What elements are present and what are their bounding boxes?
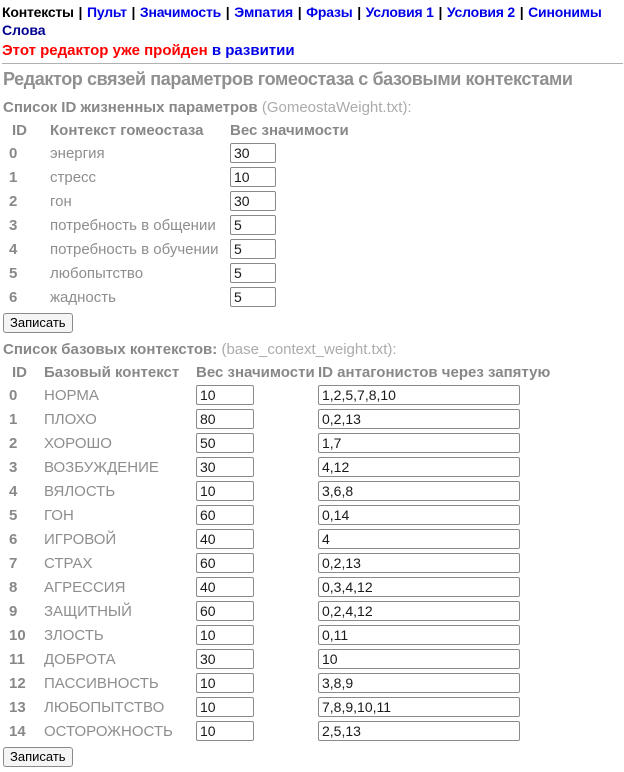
weight-input[interactable] [230,143,276,163]
row-context: ВОЗБУЖДЕНИЕ [44,458,159,476]
table-row [2,261,349,285]
antagonists-input[interactable] [318,673,520,693]
row-context: ХОРОШО [44,434,112,452]
nav-row-1 [2,3,624,21]
antagonists-input[interactable] [318,625,520,645]
page-title: Редактор связей параметров гомеостаза с базовыми контекстами [3,69,573,89]
table-row [2,237,349,261]
row-context: АГРЕССИЯ [44,578,126,596]
nav-item-contexts: Контексты [2,4,74,20]
section2-title: Список базовых контекстов: [3,341,218,358]
antagonists-input[interactable] [318,577,520,597]
weight-input[interactable] [196,433,254,453]
nav-link-pult[interactable]: Пульт [86,4,127,20]
nav-row-2 [2,21,624,39]
row-id: 4 [9,240,18,258]
table-row [2,551,550,575]
row-context: ЗЛОСТЬ [44,626,104,644]
weight-input[interactable] [196,649,254,669]
nav-separator: | [78,4,83,20]
weight-input[interactable] [196,553,254,573]
table-row [2,623,550,647]
row-id: 1 [9,410,18,428]
antagonists-input[interactable] [318,697,520,717]
row-id: 4 [9,482,18,500]
nav-link-empatiya[interactable]: Эмпатия [234,4,293,20]
nav-separator: | [225,4,230,20]
table-row [2,671,550,695]
row-id: 0 [9,386,18,404]
table-row [2,407,550,431]
nav-separator: | [357,4,361,20]
save-button-contexts[interactable]: Записать [3,747,73,767]
row-id: 10 [9,626,26,644]
row-context: ПЛОХО [44,410,97,428]
nav-link-sinonimy[interactable]: Синонимы [528,4,602,20]
table-row [2,455,550,479]
row-id: 5 [9,264,18,282]
row-id: 1 [9,168,18,186]
antagonists-input[interactable] [318,385,520,405]
status-banner [2,42,624,60]
banner-red-text: Этот редактор уже пройден [2,42,208,59]
weight-input[interactable] [230,263,276,283]
col-header-weight: Вес значимости [230,121,349,139]
save-button-params[interactable]: Записать [3,313,73,333]
section1-filename: (GomeostaWeight.txt): [261,99,412,116]
table-row [2,503,550,527]
weight-input[interactable] [196,409,254,429]
row-context: потребность в общении [50,216,216,234]
row-context: стресс [50,168,97,186]
row-id: 12 [9,674,26,692]
weight-input[interactable] [230,215,276,235]
col-header-id: ID [12,363,27,381]
table-row [2,695,550,719]
table-row [2,165,349,189]
col-header-weight: Вес значимости [196,363,315,381]
weight-input[interactable] [196,529,254,549]
antagonists-input[interactable] [318,505,520,525]
row-id: 3 [9,216,18,234]
row-id: 5 [9,506,18,524]
table-header-row [2,361,550,383]
row-id: 6 [9,288,18,306]
nav-link-slova[interactable]: Слова [2,22,46,38]
table-row [2,575,550,599]
weight-input[interactable] [196,457,254,477]
weight-input[interactable] [230,239,276,259]
weight-input[interactable] [196,385,254,405]
row-context: ПАССИВНОСТЬ [44,674,159,692]
row-context: ВЯЛОСТЬ [44,482,116,500]
nav-link-usloviya-2[interactable]: Условия 2 [446,4,516,20]
weight-input[interactable] [196,577,254,597]
row-context: ДОБРОТА [44,650,116,668]
section2-filename: (base_context_weight.txt): [221,341,397,358]
antagonists-input[interactable] [318,721,520,741]
col-header-id: ID [12,121,27,139]
row-id: 14 [9,722,26,740]
antagonists-input[interactable] [318,481,520,501]
row-context: гон [50,192,72,210]
row-context: ЗАЩИТНЫЙ [44,602,132,620]
row-context: любопытство [50,264,144,282]
table-header-row [2,119,349,141]
weight-input[interactable] [196,697,254,717]
row-id: 11 [9,650,25,668]
section2-label [3,340,624,359]
table-row [2,479,550,503]
col-header-antagonists: ID антагонистов через запятую [318,363,551,381]
weight-input[interactable] [196,673,254,693]
base-contexts-table [2,361,550,743]
row-id: 13 [9,698,26,716]
table-row [2,383,550,407]
col-header-context: Базовый контекст [44,363,180,381]
row-id: 6 [9,530,18,548]
banner-blue-text: в развитии [211,42,295,59]
row-id: 3 [9,458,18,476]
row-context: ИГРОВОЙ [44,530,117,548]
antagonists-input[interactable] [318,409,520,429]
row-id: 7 [9,554,18,572]
nav-link-usloviya-1[interactable]: Условия 1 [365,4,434,20]
table-row [2,527,550,551]
table-row [2,189,349,213]
antagonists-input[interactable] [318,457,520,477]
weight-input[interactable] [230,167,276,187]
section1-title: Список ID жизненных параметров [3,99,258,116]
row-id: 0 [9,144,18,162]
weight-input[interactable] [196,481,254,501]
row-context: НОРМА [44,386,99,404]
divider [2,63,623,64]
row-context: СТРАХ [44,554,93,572]
nav-separator: | [131,4,136,20]
nav-separator: | [297,4,302,20]
homeostasis-params-table [2,119,349,309]
col-header-context: Контекст гомеостаза [50,121,204,139]
weight-input[interactable] [196,601,254,621]
weight-input[interactable] [230,287,276,307]
row-id: 9 [9,602,18,620]
antagonists-input[interactable] [318,433,520,453]
antagonists-input[interactable] [318,601,520,621]
row-id: 8 [9,578,18,596]
row-context: жадность [50,288,116,306]
weight-input[interactable] [196,505,254,525]
nav-separator: | [438,4,443,20]
antagonists-input[interactable] [318,649,520,669]
antagonists-input[interactable] [318,553,520,573]
nav-link-frazy[interactable]: Фразы [306,4,353,20]
weight-input[interactable] [196,625,254,645]
row-id: 2 [9,192,18,210]
table-row [2,599,550,623]
antagonists-input[interactable] [318,529,520,549]
row-context: ГОН [44,506,74,524]
row-context: ЛЮБОПЫТСТВО [44,698,165,716]
table-row [2,431,550,455]
table-row [2,647,550,671]
table-row [2,719,550,743]
table-row [2,213,349,237]
top-nav [2,3,624,39]
weight-input[interactable] [230,191,276,211]
nav-separator: | [519,4,524,20]
weight-input[interactable] [196,721,254,741]
row-context: ОСТОРОЖНОСТЬ [44,722,173,740]
table-row [2,285,349,309]
row-context: энергия [50,144,105,162]
nav-link-znachimost[interactable]: Значимость [139,4,222,20]
row-context: потребность в обучении [50,240,219,258]
table-row [2,141,349,165]
section1-label [3,98,624,117]
row-id: 2 [9,434,18,452]
